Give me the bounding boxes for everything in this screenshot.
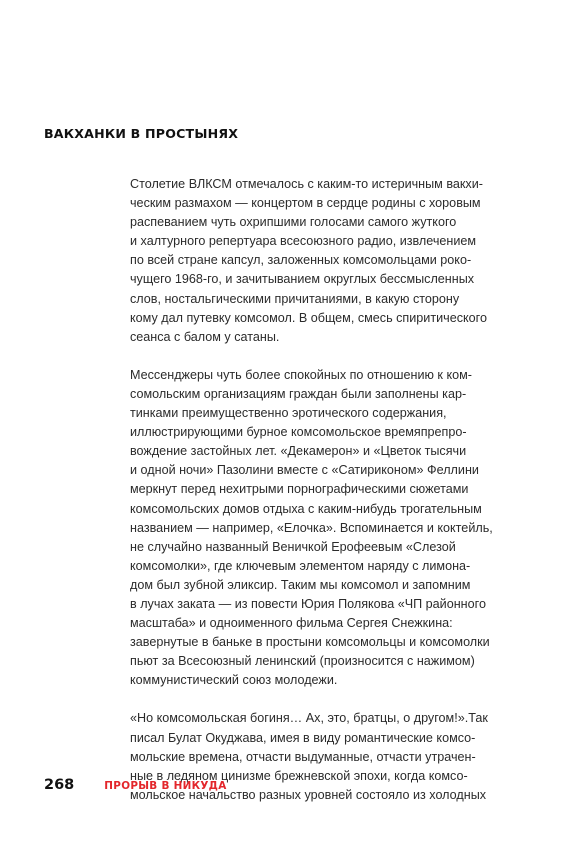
text-line: и одной ночи» Пазолини вместе с «Сатириконом» Феллини xyxy=(130,463,479,478)
text-line: комсомольских домов отдыха с каким-нибудь трогательным xyxy=(130,501,482,516)
section-heading: ВАКХАНКИ В ПРОСТЫНЯХ xyxy=(44,126,239,141)
text-line: пьют за Всесоюзный ленинский (произносится с нажимом) xyxy=(130,654,475,669)
text-line: писал Булат Окуджава, имея в виду романтические комсо- xyxy=(130,730,476,745)
page-footer xyxy=(44,777,227,793)
text-line: масштаба» и одноименного фильма Сергея Снежкина: xyxy=(130,616,453,631)
text-line: вождение застойных лет. «Декамерон» и «Цветок тысячи xyxy=(130,444,467,459)
text-line: сеанса с балом у сатаны. xyxy=(130,329,280,344)
text-line: слов, ностальгическими причитаниями, в какую сторону xyxy=(130,291,460,306)
text-line: тинками преимущественно эротического содержания, xyxy=(130,406,447,421)
text-line: мольские времена, отчасти выдуманные, отчасти утрачен- xyxy=(130,749,476,764)
text-line: кому дал путевку комсомол. В общем, смесь спиритического xyxy=(130,310,487,325)
paragraph xyxy=(130,175,530,347)
text-line: иллюстрирующими бурное комсомольское времяпрепро- xyxy=(130,425,467,440)
text-line: распеванием чуть охрипшими голосами самого жуткого xyxy=(130,215,457,230)
text-line: сомольским организациям граждан были заполнены кар- xyxy=(130,386,467,401)
running-title: ПРОРЫВ В НИКУДА xyxy=(104,780,227,792)
text-line: «Но комсомольская богиня… Ах, это, братцы, о другом!».Так xyxy=(130,711,488,726)
text-line: завернутые в баньке в простыни комсомольцы и комсомолки xyxy=(130,635,490,650)
text-line: меркнут перед нехитрыми порнографическими сюжетами xyxy=(130,482,469,497)
page-number: 268 xyxy=(44,777,75,793)
text-line: дом был зубной эликсир. Таким мы комсомол и запомним xyxy=(130,577,471,592)
text-line: коммунистический союз молодежи. xyxy=(130,673,338,688)
text-line: Столетие ВЛКСМ отмечалось с каким-то истеричным вакхи- xyxy=(130,177,483,191)
text-line: названием — например, «Елочка». Вспоминается и коктейль, xyxy=(130,520,493,535)
text-line: не случайно названный Веничкой Ерофеевым «Слезой xyxy=(130,539,456,554)
text-line: комсомолки», где ключевым элементом наряду с лимона- xyxy=(130,558,471,573)
text-line: и халтурного репертуара всесоюзного радио, извлечением xyxy=(130,234,477,249)
paragraph xyxy=(130,366,530,691)
text-line: ческим размахом — концертом в сердце родины с хоровым xyxy=(130,196,481,211)
text-line: по всей стране капсул, заложенных комсомольцами роко- xyxy=(130,253,472,268)
body-text xyxy=(130,175,530,824)
text-line: в лучах заката — из повести Юрия Полякова «ЧП районного xyxy=(130,596,486,611)
text-line: чущего 1968-го, и зачитыванием округлых бессмысленных xyxy=(130,272,475,287)
text-line: Мессенджеры чуть более спокойных по отношению к ком- xyxy=(130,367,472,382)
text-line: ные в ледяном цинизме брежневской эпохи, когда комсо- xyxy=(130,768,468,783)
text-line: мольское начальство разных уровней состояло из холодных xyxy=(130,787,487,802)
